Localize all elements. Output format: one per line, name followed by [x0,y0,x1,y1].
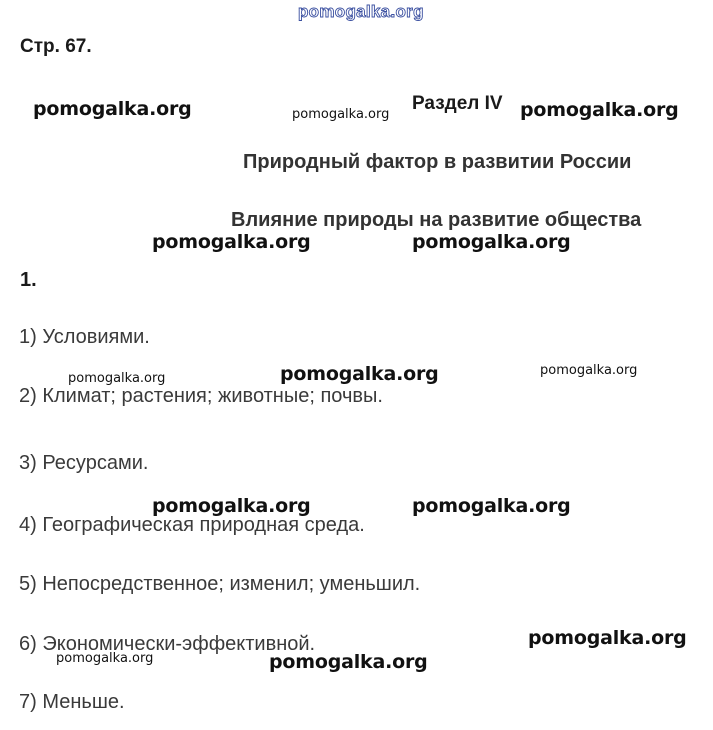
watermark: pomogalka.org [280,363,439,385]
watermark: pomogalka.org [412,231,571,253]
answer-6: 6) Экономически-эффективной. [19,633,316,655]
watermark: pomogalka.org [269,651,428,673]
answer-3: 3) Ресурсами. [19,452,149,474]
topic-title: Влияние природы на развитие общества [231,209,642,231]
watermark: pomogalka.org [33,98,192,120]
answer-7: 7) Меньше. [19,691,125,713]
answer-4: 4) Географическая природная среда. [19,514,365,536]
answer-2: 2) Климат; растения; животные; почвы. [19,385,383,407]
watermark: pomogalka.org [520,99,679,121]
answer-5: 5) Непосредственное; изменил; уменьшил. [19,573,421,595]
section-title: Раздел IV [412,93,503,114]
watermark: pomogalka.org [56,651,154,666]
chapter-title: Природный фактор в развитии России [243,151,632,173]
task-number: 1. [20,269,37,291]
watermark: pomogalka.org [540,363,638,378]
watermark: pomogalka.org [528,627,687,649]
watermark: pomogalka.org [152,231,311,253]
page-number: Стр. 67. [20,36,92,57]
watermark: pomogalka.org [292,107,390,122]
watermark: pomogalka.org [152,495,311,517]
watermark: pomogalka.org [412,495,571,517]
watermark: pomogalka.org [68,371,166,386]
answer-1: 1) Условиями. [19,326,150,348]
watermark-top: pomogalka.org [298,2,424,21]
